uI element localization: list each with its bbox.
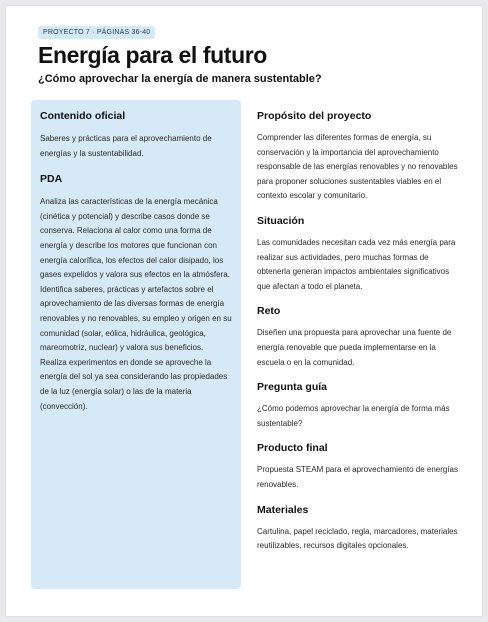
contenido-oficial-text: Saberes y prácticas para el aprovechamiento de energías y la sustentabilidad.: [40, 134, 212, 158]
page-title: Energía para el futuro: [38, 42, 267, 68]
producto-final-text: Propuesta STEAM para el aprovechamiento de energías renovables.: [257, 465, 459, 489]
page-subtitle: ¿Cómo aprovechar la energía de manera sustentable?: [38, 73, 322, 85]
pregunta-guia-heading: Pregunta guía: [257, 381, 328, 394]
situacion-text: Las comunidades necesitan cada vez más energía para realizar sus actividades, pero muchas formas de obtenerla generan impactos ambientales significativos que afectan a todo el planeta.: [257, 237, 456, 291]
project-badge: PROYECTO 7 · PÁGINAS 36-40: [38, 26, 155, 39]
reto-text: Diseñen una propuesta para aprovechar una fuente de energía renovable que pueda implementarse en la escuela o en la comunidad.: [257, 328, 452, 367]
official-content-panel: [31, 100, 241, 589]
situacion-heading: Situación: [257, 214, 305, 227]
proposito-heading: Propósito del proyecto: [257, 110, 372, 122]
pda-heading: PDA: [40, 173, 63, 186]
materiales-heading: Materiales: [257, 503, 309, 516]
pda-text: Analiza las características de la energía mecánica (cinética y potencial) y describe casos donde se conserva. Relaciona al calor como una forma de energía y describe los motores que funcionan con energía calorífica, los efectos del calor disipado, los gases expelidos y valora sus efectos en la atmósfera. Identifica saberes, prácticas y artefactos sobre el aprovechamiento de las diversas formas de energía renovables y no renovables, su empleo y origen en su comunidad (solar, eólica, hidráulica, geológica, mareomotriz, nuclear) y valora sus beneficios. Realiza experimentos en donde se aproveche la energía del sol ya sea considerando las propiedades de la luz (energía solar) o las de la materia (convección).: [40, 197, 232, 411]
pregunta-guia-text: ¿Cómo podemos aprovechar la energía de forma más sustentable?: [257, 404, 450, 428]
proposito-text: Comprender las diferentes formas de energía, su conservación y la importancia del aprovechamiento responsable de las energías renovables y no renovables para proponer soluciones sustentables viables en el contexto escolar y comunitario.: [257, 133, 458, 201]
reto-heading: Reto: [257, 305, 281, 318]
producto-final-heading: Producto final: [257, 442, 328, 455]
document-page: [6, 6, 482, 616]
project-details-column: [257, 110, 459, 565]
contenido-oficial-heading: Contenido oficial: [40, 110, 126, 122]
materiales-text: Cartulina, papel reciclado, regla, marcadores, materiales reutilizables, recursos digitales opcionales.: [257, 526, 458, 551]
